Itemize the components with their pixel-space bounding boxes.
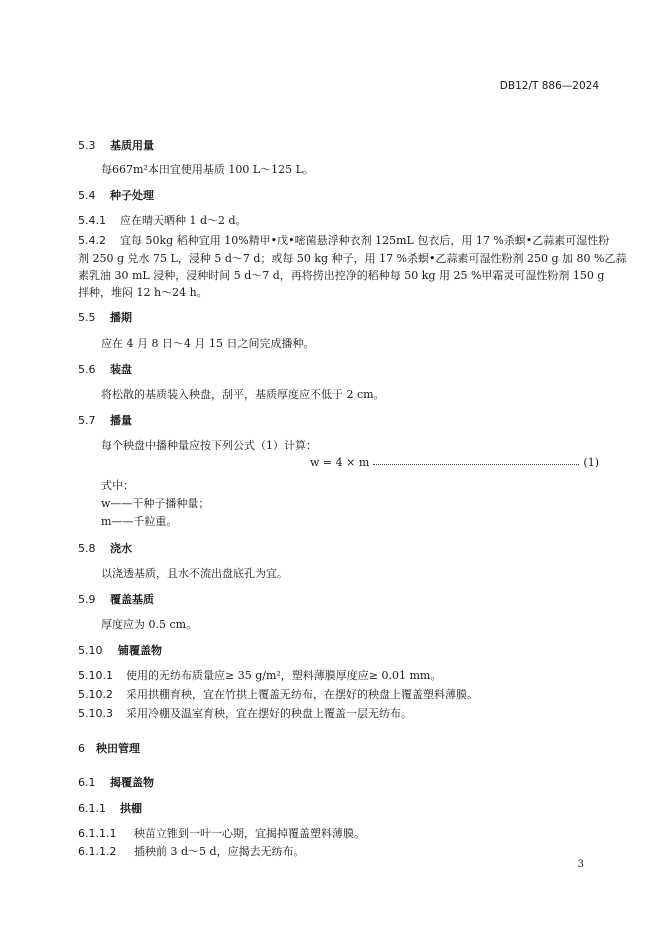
formula-number: (1): [583, 456, 599, 469]
clause-number: 6.1.1.2: [78, 845, 117, 858]
heading-title: 基质用量: [110, 139, 154, 152]
heading-number: 5.5: [78, 311, 96, 324]
page-number: 3: [577, 859, 584, 870]
clause-6-1-1-2: [78, 843, 305, 859]
clause-5-10-1: [78, 667, 441, 683]
clause-number: 5.10.3: [78, 707, 113, 720]
clause-number: 6.1.1.1: [78, 827, 117, 840]
heading-number: 6.1.1: [78, 802, 106, 815]
heading-number: 5.6: [78, 363, 96, 376]
clause-text: 采用拱棚育秧，宜在竹拱上覆盖无纺布，在摆好的秧盘上覆盖塑料薄膜。: [126, 688, 478, 701]
clause-text: 应在晴天晒种 1 d～2 d。: [120, 214, 247, 227]
formula-def-m: m——千粒重。: [101, 515, 178, 528]
clause-number: 5.10.2: [78, 688, 113, 701]
heading-6: [78, 740, 140, 756]
heading-number: 6: [78, 742, 85, 755]
clause-number: 5.4.2: [78, 234, 106, 247]
heading-title: 揭覆盖物: [110, 776, 154, 789]
clause-text: 插秧前 3 d～5 d，应揭去无纺布。: [134, 845, 305, 858]
heading-5-10: [78, 642, 162, 658]
heading-title: 覆盖基质: [110, 593, 154, 606]
heading-5-9: [78, 591, 154, 607]
clause-5-4-2-line-4: 拌种，堆闷 12 h～24 h。: [78, 286, 208, 299]
heading-number: 5.4: [78, 189, 96, 202]
formula-expression: w = 4 × m: [310, 456, 370, 469]
heading-number: 5.7: [78, 414, 96, 427]
paragraph-5-5: 应在 4 月 8 日～4 月 15 日之间完成播种。: [101, 337, 315, 350]
heading-number: 5.9: [78, 593, 96, 606]
clause-5-4-1: [78, 212, 247, 228]
heading-title: 播量: [110, 414, 132, 427]
heading-title: 播期: [110, 311, 132, 324]
clause-text: 秧苗立锥到一叶一心期，宜揭掉覆盖塑料薄膜。: [134, 827, 365, 840]
clause-6-1-1-1: [78, 825, 365, 841]
heading-6-1-1: [78, 800, 142, 816]
heading-title: 铺覆盖物: [118, 644, 162, 657]
heading-6-1: [78, 774, 154, 790]
heading-title: 拱棚: [120, 802, 142, 815]
formula-where-label: 式中：: [101, 479, 134, 492]
paragraph-5-6: 将松散的基质装入秧盘，刮平，基质厚度应不低于 2 cm。: [101, 388, 385, 401]
clause-5-4-2-line-2: 剂 250 g 兑水 75 L，浸种 5 d～7 d；或每 50 kg 种子，用 17 %杀螟•乙蒜素可湿性粉剂 250 g 加 80 %乙蒜: [78, 252, 627, 265]
clause-5-10-2: [78, 686, 478, 702]
paragraph-5-8: 以浇透基质，且水不流出盘底孔为宜。: [101, 567, 288, 580]
heading-5-8: [78, 540, 132, 556]
heading-title: 装盘: [110, 363, 132, 376]
formula-leader-dots: [373, 464, 579, 465]
clause-text: 采用冷棚及温室育秧，宜在摆好的秧盘上覆盖一层无纺布。: [126, 707, 412, 720]
heading-title: 秧田管理: [96, 742, 140, 755]
document-code: DB12/T 886—2024: [499, 80, 599, 92]
paragraph-5-3: 每667m²本田宜使用基质 100 L～125 L。: [101, 163, 314, 176]
clause-number: 5.10.1: [78, 669, 113, 682]
heading-title: 浇水: [110, 542, 132, 555]
heading-5-7: [78, 412, 132, 428]
clause-text: 宜每 50kg 稻种宜用 10%精甲•戊•嘧菌悬浮种衣剂 125mL 包衣后，用 17 %杀螟•乙蒜素可湿性粉: [120, 234, 610, 247]
clause-5-4-2-line-3: 素乳油 30 mL 浸种，浸种时间 5 d～7 d，再将捞出控净的稻种每 50 kg 用 25 %甲霜灵可湿性粉剂 150 g: [78, 269, 605, 282]
clause-text: 使用的无纺布质量应≥ 35 g/m²，塑料薄膜厚度应≥ 0.01 mm。: [126, 669, 442, 682]
heading-number: 5.10: [78, 644, 103, 657]
formula-def-w: w——干种子播种量；: [101, 497, 210, 510]
paragraph-5-7: 每个秧盘中播种量应按下列公式（1）计算：: [101, 439, 317, 452]
paragraph-5-9: 厚度应为 0.5 cm。: [101, 618, 198, 631]
heading-5-5: [78, 309, 132, 325]
heading-5-4: [78, 187, 154, 203]
clause-number: 5.4.1: [78, 214, 106, 227]
heading-number: 6.1: [78, 776, 96, 789]
heading-number: 5.8: [78, 542, 96, 555]
heading-number: 5.3: [78, 139, 96, 152]
heading-5-6: [78, 361, 132, 377]
heading-5-3: [78, 137, 154, 153]
clause-5-10-3: [78, 705, 412, 721]
clause-5-4-2-line-1: [78, 232, 609, 248]
heading-title: 种子处理: [110, 189, 154, 202]
formula-1: [310, 456, 599, 469]
